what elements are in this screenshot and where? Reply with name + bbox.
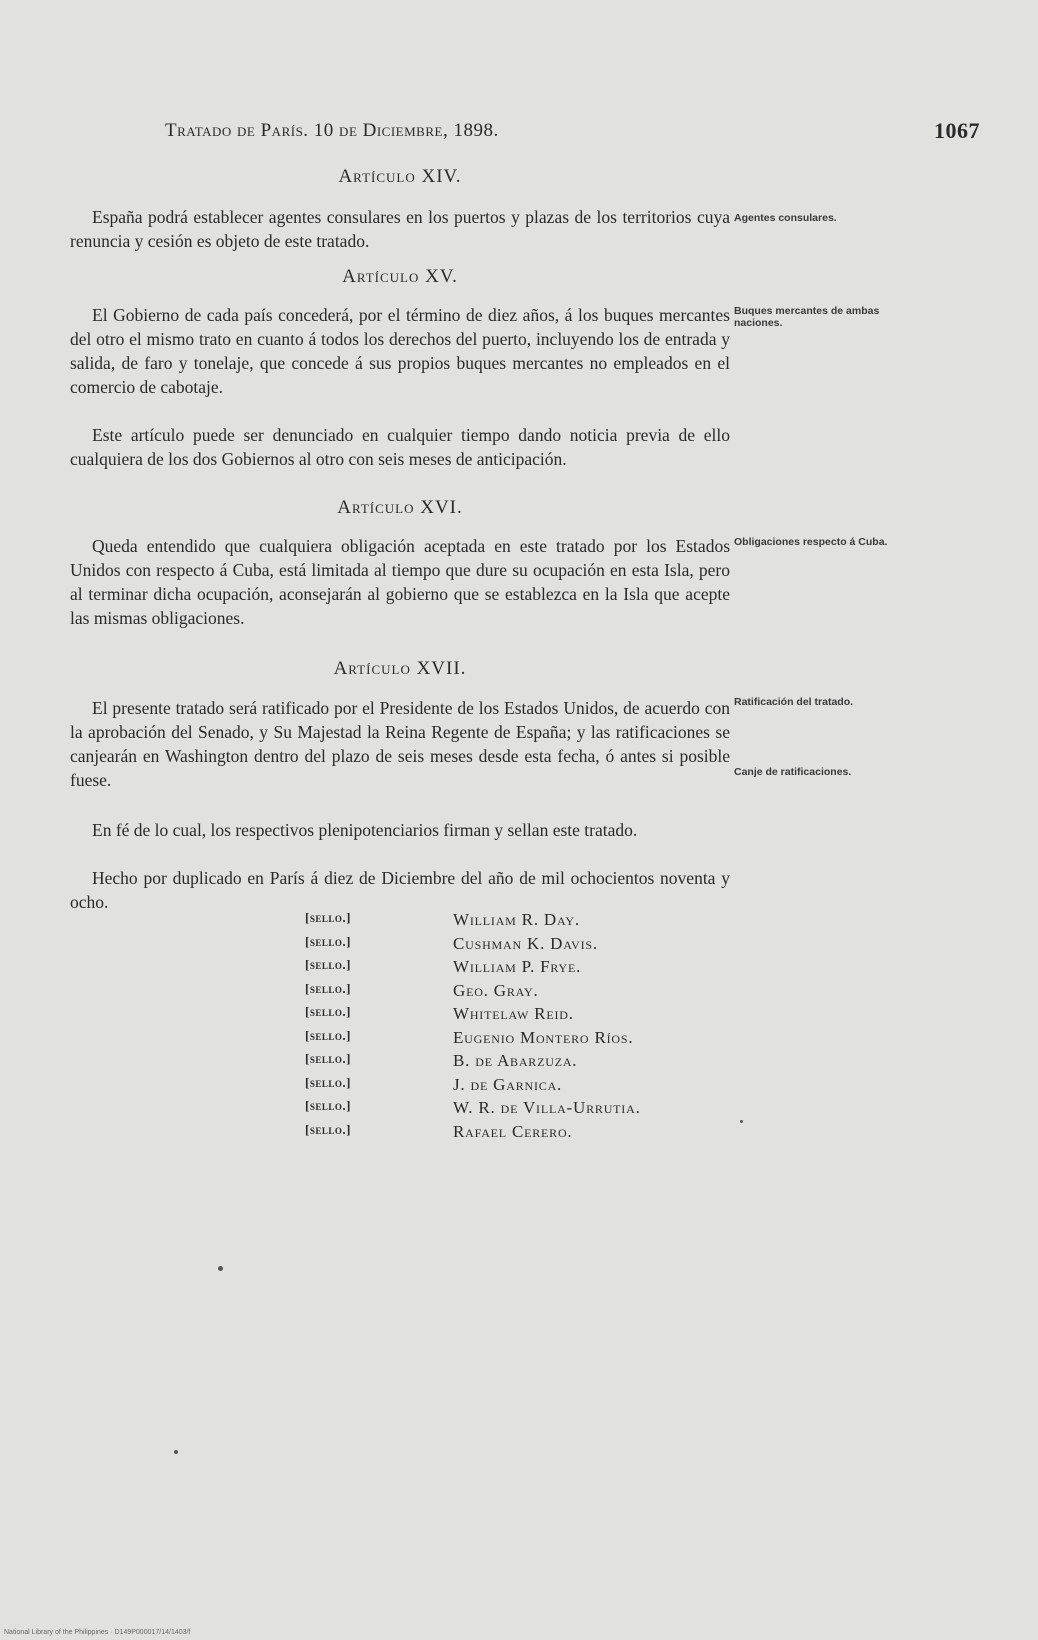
margin-note: Buques mercantes de ambas naciones.: [734, 305, 880, 329]
seal-mark: [sello.]: [305, 933, 351, 949]
seal-mark: [sello.]: [305, 957, 351, 972]
article-paragraph: Queda entendido que cualquiera obligación aceptada en este tratado por los Estados Unidos con respecto á Cuba, está limitada al tiempo que dure su ocupación en esta Isla, pero al terminar dicha ocupación, aconsejarán al gobierno que se establezca en la Isla que acepte las mismas obligaciones.: [70, 536, 730, 628]
seal-mark: [sello.]: [305, 1121, 351, 1137]
running-header: [165, 120, 980, 142]
seal-mark: [sello.]: [305, 1074, 351, 1090]
seal-mark: [sello.]: [305, 1004, 351, 1019]
seal-mark: [sello.]: [305, 1098, 351, 1113]
signature-row: [305, 910, 785, 934]
header-title: Tratado de París. 10 de Diciembre, 1898.: [165, 120, 499, 141]
margin-note: Agentes consulares.: [734, 212, 837, 224]
article-heading: Artículo XIV.: [338, 166, 462, 187]
article-heading: Artículo XVI.: [337, 497, 463, 518]
signature-row: [305, 1098, 785, 1122]
article-paragraph: En fé de lo cual, los respectivos plenipotenciarios firman y sellan este tratado.: [92, 820, 638, 840]
margin-note: Ratificación del tratado.: [734, 696, 854, 708]
seal-mark: [sello.]: [305, 910, 351, 925]
article-heading: Artículo XVII.: [333, 658, 467, 679]
scan-footer: National Library of the Philippines · D149P000017/14/1403/f: [4, 1629, 191, 1636]
scan-speck: [218, 1266, 223, 1271]
scan-speck: [740, 1120, 743, 1123]
signer-name: W. R. de Villa-Urrutia.: [453, 1098, 641, 1117]
scan-speck: [174, 1450, 178, 1454]
signer-name: William R. Day.: [453, 910, 580, 929]
signer-name: J. de Garnica.: [453, 1074, 563, 1094]
article-paragraph: El presente tratado será ratificado por el Presidente de los Estados Unidos, de acuerdo con la aprobación del Senado, y Su Majestad la Reina Regente de España; y las ratificaciones se canjearán en Washington dentro del plazo de seis meses desde esta fecha, ó antes si posible fuese.: [70, 698, 730, 790]
signature-block: [305, 910, 785, 1145]
signer-name: William P. Frye.: [453, 957, 582, 976]
signer-name: Geo. Gray.: [453, 980, 539, 1000]
signer-name: Eugenio Montero Ríos.: [453, 1027, 634, 1047]
signature-row: [305, 1075, 785, 1099]
article-paragraph: El Gobierno de cada país concederá, por el término de diez años, á los buques mercantes del otro el mismo trato en cuanto á todos los derechos del puerto, incluyendo los de entrada y salida, de faro y tonelaje, que concede á sus propios buques mercantes no empleados en el comercio de cabotaje.: [70, 305, 730, 397]
signature-row: [305, 1028, 785, 1052]
signature-row: [305, 957, 785, 981]
signature-row: [305, 1122, 785, 1146]
seal-mark: [sello.]: [305, 980, 351, 996]
article-paragraph: Este artículo puede ser denunciado en cualquier tiempo dando noticia previa de ello cualquiera de los dos Gobiernos al otro con seis meses de anticipación.: [70, 425, 730, 469]
article-heading: Artículo XV.: [342, 266, 458, 287]
signature-row: [305, 1051, 785, 1075]
seal-mark: [sello.]: [305, 1027, 351, 1043]
signature-row: [305, 981, 785, 1005]
margin-note: Canje de ratificaciones.: [734, 766, 852, 778]
page-number: 1067: [934, 118, 980, 143]
margin-note: Obligaciones respecto á Cuba.: [734, 536, 888, 548]
signer-name: Rafael Cerero.: [453, 1121, 573, 1141]
signature-row: [305, 1004, 785, 1028]
article-paragraph: Hecho por duplicado en París á diez de Diciembre del año de mil ochocientos noventa y ocho.: [70, 868, 730, 912]
seal-mark: [sello.]: [305, 1051, 351, 1066]
article-paragraph: España podrá establecer agentes consulares en los puertos y plazas de los territorios cuya renuncia y cesión es objeto de este tratado.: [70, 207, 730, 251]
signer-name: B. de Abarzuza.: [453, 1051, 578, 1070]
signer-name: Whitelaw Reid.: [453, 1004, 574, 1023]
signer-name: Cushman K. Davis.: [453, 933, 598, 953]
signature-row: [305, 934, 785, 958]
